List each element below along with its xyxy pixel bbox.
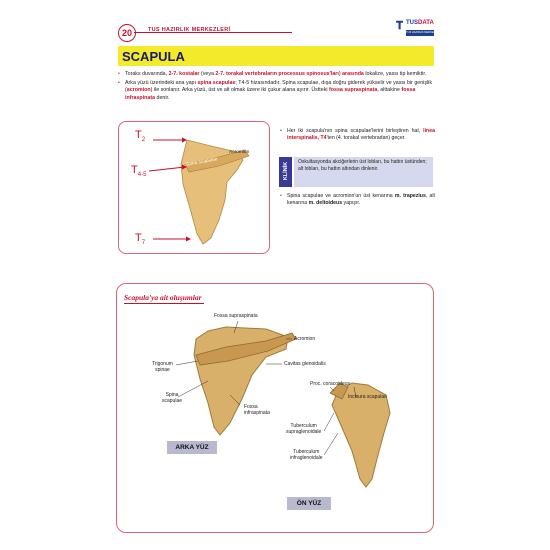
level-label-t7: $T_7$	[135, 232, 146, 247]
bullet-item: • Toraks duvarında, 2-7. kostalar (veya 2-7. torakal vertebraların processus spinosus'ları) arasında lokalize, yassı tip kemiktir.	[118, 71, 434, 78]
figure-title: Scapula'ya ait oluşumlar	[124, 293, 202, 302]
label-fossa-infraspinata: Fossa infraspinata	[244, 404, 270, 416]
logo-mark-icon: 𝐓	[396, 20, 404, 32]
label-tuberculum-supraglenoidale: Tuberculum supraglenoidale	[286, 423, 322, 435]
clinical-note-text: Oskultasyonda akciğerlerin üst lobları, bu hattın üstünden; alt lobları, bu hattın altından dinlenir.	[294, 157, 433, 187]
right-column-text	[280, 128, 435, 142]
label-spina-scapulae: Spina scapulae	[162, 392, 183, 404]
clinical-tag: KLİNİK	[279, 157, 292, 187]
vertebral-level-figure	[118, 121, 270, 254]
back-view-label: ARKA YÜZ	[167, 441, 217, 454]
bullet-item: • Her iki scapula'nın spina scapulae'lerini birleştiren hat, linea interspinalis, T4'ten (4. torakal vertebradan) geçer.	[280, 128, 435, 142]
bullet-item: • Arka yüzü üzerindeki ana yapı spina scapulae; T4-5 hizasındadır. Spina scapulae, dışa doğru giderek yükselir ve yassı bir genişlik (acromion) ile sonlanır. Arka yüzü, üst ve alt olmak üzere iki çukur alana ayırır. Üstteki fossa supraspinata, alttakine fossa infraspinata denir.	[118, 80, 434, 102]
logo-brand-prefix: TUS	[406, 20, 418, 26]
intro-bullets	[118, 71, 434, 104]
level-label-t2: $T_2$	[135, 129, 146, 144]
label-cavitas-glenoidalis: Cavitas glenoidalis	[284, 361, 326, 367]
running-head: TUS HAZIRLIK MERKEZLERİ	[148, 27, 231, 33]
page-number: 20	[118, 24, 136, 42]
scapula-views-illustration	[116, 283, 432, 531]
label-acromion: Acromion	[294, 336, 316, 342]
label-trigonum-spinae: Trigonum spinae	[152, 361, 173, 373]
bullet-item: • Spina scapulae ve acromion'un üst kenarına m. trapezius, alt kenarına m. deltoideus yapışır.	[280, 193, 435, 207]
publisher-logo	[396, 18, 441, 42]
logo-brand-suffix: DATA	[418, 20, 434, 26]
label-proc-coracoideus: Proc. coracoideus	[310, 381, 351, 387]
label-tuberculum-infraglenoidale: Tuberculum infraglenoidale	[290, 449, 323, 461]
acromion-label: Acromion	[229, 150, 250, 155]
front-view-label: ÖN YÜZ	[287, 497, 331, 510]
label-incisura-scapulae: Incisura scapulae	[348, 394, 387, 400]
label-fossa-supraspinata: Fossa supraspinata	[214, 313, 258, 319]
logo-subtitle: TUS HAZIRLIK MERKEZLERİ	[406, 31, 441, 34]
section-title-bar	[118, 46, 434, 66]
right-column-text-2	[280, 193, 435, 207]
level-label-t4-5: $T_{4-5}$	[131, 164, 147, 179]
section-title: SCAPULA	[122, 49, 185, 64]
clinical-note	[279, 157, 435, 187]
spina-scapulae-label: Spina scapulae	[184, 157, 218, 168]
